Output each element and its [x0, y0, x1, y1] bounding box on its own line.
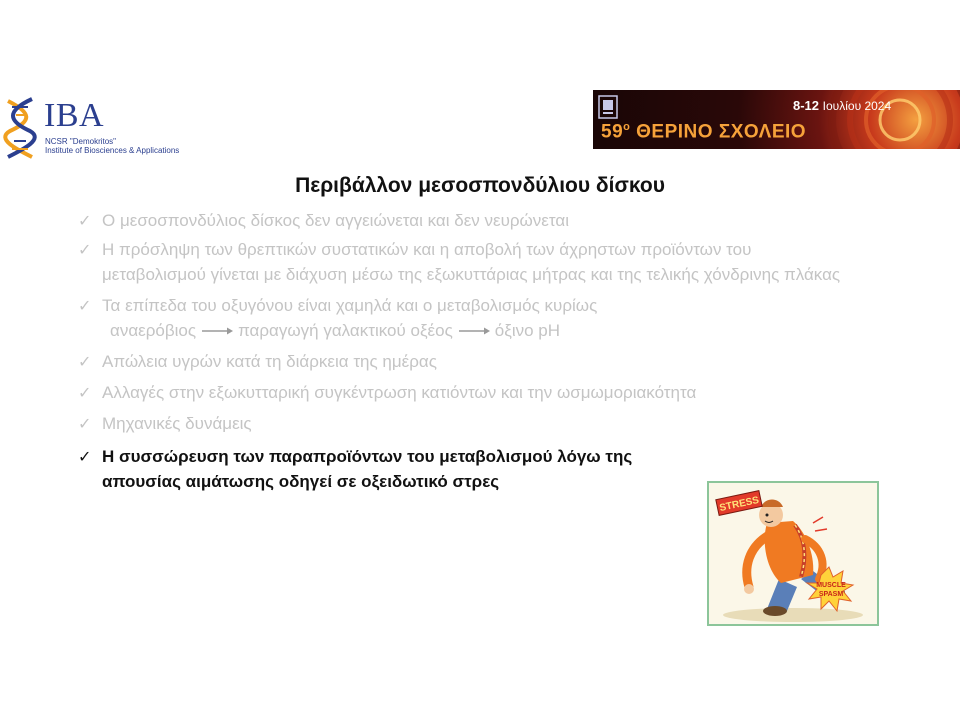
muscle-label: MUSCLE: [816, 582, 846, 589]
bullet-item: [78, 380, 848, 405]
banner-title-text: ΘΕΡΙΝΟ ΣΧΟΛΕΙΟ: [636, 121, 807, 143]
checkmark-icon: ✓: [78, 352, 92, 371]
bullet-item: [78, 208, 848, 233]
summer-school-banner: [593, 90, 960, 149]
bullet-item: [78, 349, 848, 374]
bullet-item: [78, 411, 848, 436]
checkmark-icon: ✓: [78, 211, 92, 230]
chain-step-acidic-ph: όξινο pH: [494, 321, 561, 340]
checkmark-icon: ✓: [78, 240, 92, 259]
banner-title-number: 59: [601, 121, 624, 143]
back-stress-illustration: [707, 481, 879, 626]
checkmark-icon: ✓: [78, 414, 92, 433]
bullet-text: Αλλαγές στην εξωκυτταρική συγκέντρωση κατιόντων και την ωσμωμοριακότητα: [102, 383, 697, 402]
bullet-text: Ο μεσοσπονδύλιος δίσκος δεν αγγειώνεται και δεν νευρώνεται: [102, 211, 569, 230]
bullet-item-active: [78, 444, 712, 494]
logo-subtitle-line1: NCSR "Demokritos": [45, 137, 117, 146]
bullet-text: Η συσσώρευση των παραπροϊόντων του μεταβολισμού λόγω της απουσίας αιμάτωσης οδηγεί σε οξειδωτικό στρες: [102, 447, 633, 491]
right-arrow-icon: [200, 326, 234, 336]
iba-logo: [2, 97, 180, 159]
bullet-text: Τα επίπεδα του οξυγόνου είναι χαμηλά και ο μεταβολισμός κυρίως: [102, 296, 598, 315]
banner-dates: [793, 98, 891, 113]
bullet-item: [78, 293, 848, 343]
bullet-item: [78, 237, 848, 287]
bullet-text: Απώλεια υγρών κατά τη διάρκεια της ημέρας: [102, 352, 437, 371]
bullet-list: [78, 208, 848, 494]
stressed-man-cartoon-image: [709, 483, 877, 624]
bullet-text: Μηχανικές δυνάμεις: [102, 414, 252, 433]
metabolism-chain: [110, 318, 848, 343]
banner-title: [601, 121, 806, 143]
spasm-label: SPASM: [818, 591, 844, 598]
bullet-text: Η πρόσληψη των θρεπτικών συστατικών και η αποβολή των άχρηστων προϊόντων του μεταβολισμού γίνεται με διάχυση μέσω της εξωκυττάριας μήτρας και της τελικής χόνδρινης πλάκας: [102, 240, 841, 284]
stress-label: STRESS: [718, 494, 761, 515]
banner-month-year: Ιουλίου 2024: [822, 99, 892, 113]
banner-title-sup: ο: [623, 121, 631, 133]
logo-subtitle-line2: Institute of Biosciences & Applications: [45, 146, 180, 155]
dna-helix-icon: [2, 97, 46, 159]
checkmark-icon: ✓: [78, 383, 92, 402]
chain-step-anaerobic: αναερόβιος: [110, 321, 197, 340]
right-arrow-icon: [457, 326, 491, 336]
logo-wordmark: IBA: [44, 97, 105, 134]
chain-step-lactic-acid: παραγωγή γαλακτικού οξέος: [238, 321, 453, 340]
checkmark-icon: ✓: [78, 296, 92, 315]
checkmark-icon: ✓: [78, 447, 92, 466]
slide-title: Περιβάλλον μεσοσπονδύλιου δίσκου: [295, 174, 665, 197]
banner-day-range: 8-12: [793, 98, 820, 113]
demokritos-emblem-icon: [597, 94, 619, 120]
